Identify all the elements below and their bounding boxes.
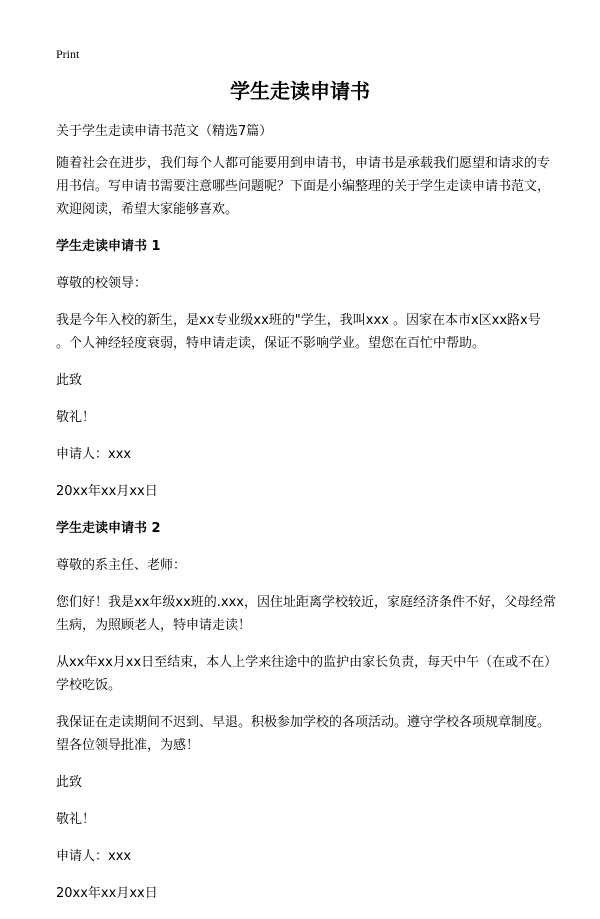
closing-2: 此致 (56, 775, 83, 790)
regards-2: 敬礼！ (56, 812, 96, 827)
date-2: 20xx年xx月xx日 (56, 886, 158, 901)
intro-subtitle: 关于学生走读申请书范文（精选7篇） (56, 124, 273, 139)
page-title: 学生走读申请书 (230, 79, 370, 103)
body-paragraph-2-2: 从xx年xx月xx日至结束，本人上学来往途中的监护由家长负责，每天中午（在或不在）学校吃饭。 (56, 655, 551, 693)
body-paragraph-2-1: 您们好！我是xx年级xx班的.xxx，因住址距离学校较近，家庭经济条件不好，父母经常生病，为照顾老人，特申请走读！ (56, 595, 556, 633)
salutation-2: 尊敬的系主任、老师： (56, 558, 187, 573)
salutation-1: 尊敬的校领导： (56, 276, 148, 291)
intro-paragraph: 随着社会在进步，我们每个人都可能要用到申请书，申请书是承载我们愿望和请求的专用书信。写申请书需要注意哪些问题呢？下面是小编整理的关于学生走读申请书范文，欢迎阅读，希望大家能够喜欢。 (56, 156, 551, 217)
body-paragraph-1-1: 我是今年入校的新生，是xx专业级xx班的"学生，我叫xxx 。因家在本市x区xx路x号 。个人神经轻度衰弱，特申请走读，保证不影响学业。望您在百忙中帮助。 (56, 313, 541, 351)
body-paragraph-2-3: 我保证在走读期间不迟到、早退。积极参加学校的各项活动。遵守学校各项规章制度。望各位领导批准，为感！ (56, 715, 551, 753)
closing-1: 此致 (56, 373, 83, 388)
applicant-1: 申请人：xxx (56, 447, 132, 462)
print-link[interactable]: Print (56, 47, 80, 61)
section-heading-1: 学生走读申请书 1 (56, 239, 161, 254)
regards-1: 敬礼！ (56, 410, 96, 425)
applicant-2: 申请人：xxx (56, 849, 132, 864)
section-heading-2: 学生走读申请书 2 (56, 521, 161, 536)
document-body (56, 120, 556, 919)
date-1: 20xx年xx月xx日 (56, 484, 158, 499)
